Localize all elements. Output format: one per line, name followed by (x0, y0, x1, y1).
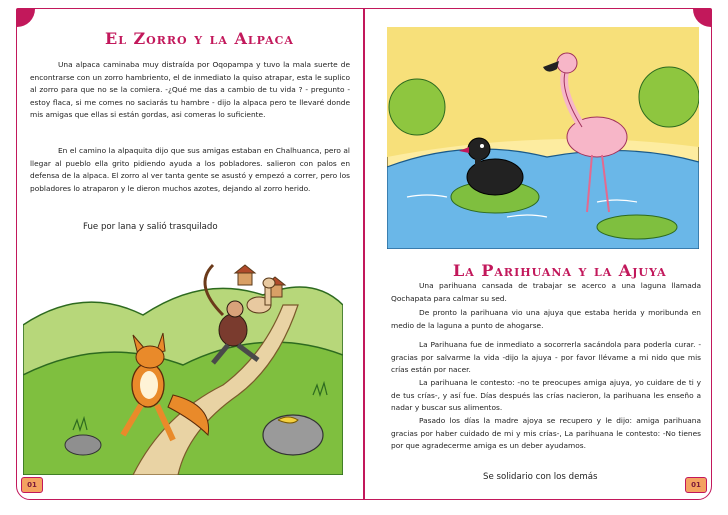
corner-tab (17, 9, 35, 27)
page-number: 01 (685, 477, 707, 493)
page-number: 01 (21, 477, 43, 493)
story-paragraph: De pronto la parihuana vio una ajuya que estaba herida y moribunda en medio de la laguna a punto de ahogarse. (391, 308, 701, 330)
story-paragraph: Pasado los días la madre ajoya se recupero y le dijo: amiga parihuana gracias por haber cuidado de mi y mis crías-, La parihuana le contesto: -No tienes por que agradecerme amiga es un deber ayudamos. (391, 416, 701, 451)
story-paragraph: Una parihuana cansada de trabajar se acerco a una laguna llamada Qochapata para calmar su sed. (391, 281, 701, 303)
right-page (364, 8, 712, 500)
flamingo-duck-illustration (387, 27, 699, 249)
story-paragraph: Una alpaca caminaba muy distraída por Oqopampa y tuvo la mala suerte de encontrarse con un zorro hambriento, el de inmediato la quiso atrapar, esta le suplico al zorro para que no se la comiera. -¿Qué me das a cambio de tu vida ? - pregunto - estoy flaca, si me comes no saciarás tu hambre - dijo la alpaca pero te llevaré donde mis amigas que ellas si están gordas, asi comeras lo suficiente. (30, 60, 350, 120)
left-page (16, 8, 364, 500)
fox-alpaca-illustration (23, 245, 343, 475)
moral-saying: Se solidario con los demás (483, 472, 598, 482)
corner-tab (693, 9, 711, 27)
story-title: La Parihuana y la Ajuya (453, 261, 667, 280)
moral-saying: Fue por lana y salió trasquilado (83, 222, 218, 232)
story-paragraph: La Parihuana fue de inmediato a socorrerla sacándola para poderla curar. - gracias por salvarme la vida -dijo la ajuya - por favor llévame a mi nido que mis crías están por nacer. (391, 340, 701, 375)
story-title: El Zorro y la Alpaca (105, 29, 294, 48)
story-paragraph: La parihuana le contesto: -no te preocupes amiga ajuya, yo cuidare de ti y de tus crías-, y así fue. Días después las crías nacieron, la parihuana les enseño a nadar y buscar sus alimentos. (391, 378, 701, 413)
story-paragraph: En el camino la alpaquita dijo que sus amigas estaban en Chalhuanca, pero al llegar al pueblo ella grito pidiendo ayuda a los pobladores. salieron con palos en defensa de la alpaca. El zorro al ver tanta gente se asustó y empezó a correr, pero los pobladores lo atraparon y le dieron muchos azotes, dejando al zorro herido. (30, 146, 350, 193)
